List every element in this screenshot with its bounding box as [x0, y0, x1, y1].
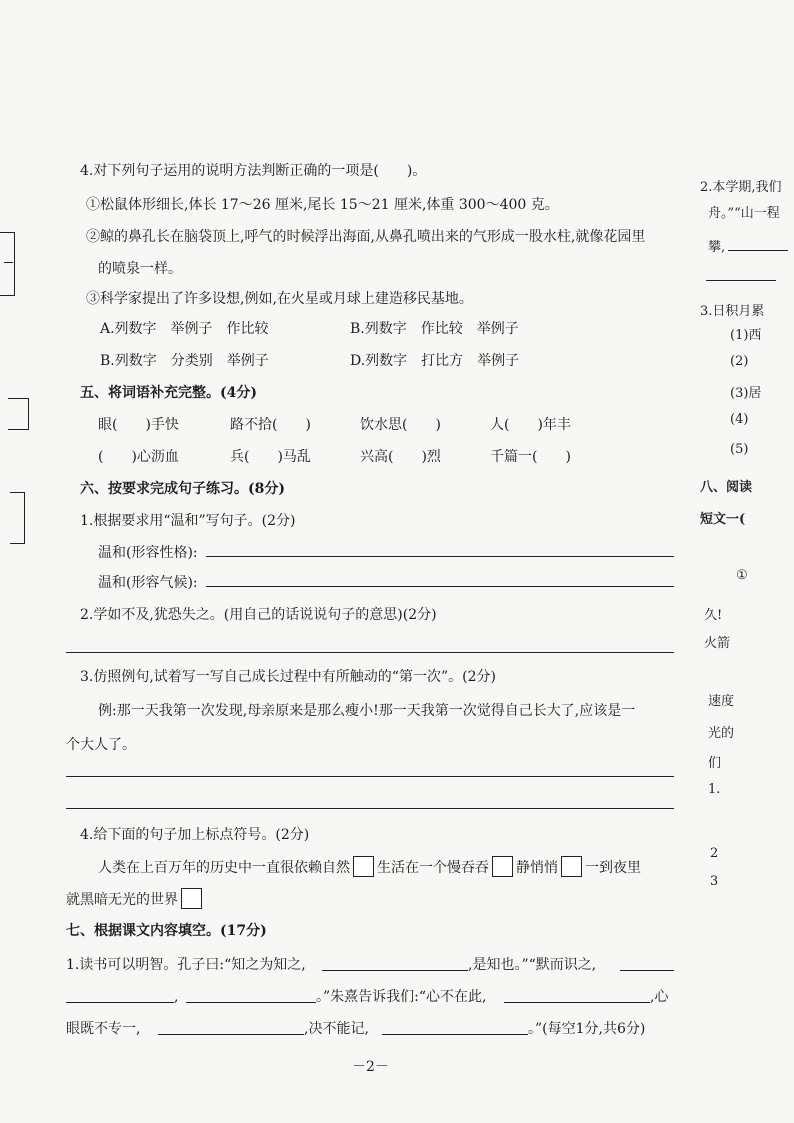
fill-blank[interactable] [158, 1034, 304, 1035]
answer-line[interactable] [66, 808, 674, 809]
sec6-q1-label-a: 温和(形容性格): [98, 545, 198, 561]
q4-text-part: 就黑暗无光的世界 [66, 892, 178, 908]
fragment-text: (2) [730, 354, 749, 369]
fragment-text: 1. [708, 782, 721, 797]
q4-option-d[interactable]: D.列数字 打比方 举例子 [350, 353, 520, 369]
section-6-title: 六、按要求完成句子练习。(8分) [80, 481, 285, 497]
answer-line[interactable] [206, 586, 674, 587]
sec7-line-2c: ,心 [650, 989, 669, 1005]
punctuation-box[interactable] [181, 888, 202, 909]
fragment-text: 们 [708, 756, 722, 771]
fragment-text: 2.本学期,我们 [700, 180, 782, 195]
fragment-text: 火箭 [704, 636, 731, 651]
fragment-text: (3)居 [730, 386, 762, 401]
q4-text-part: 静悄悄 [516, 860, 558, 876]
idiom-item[interactable]: ( )心沥血 [98, 449, 179, 465]
sec7-line-3c: 。”(每空1分,共6分) [528, 1021, 646, 1037]
fragment-line [706, 280, 776, 281]
sec6-q3-example-2: 个大人了。 [66, 737, 136, 753]
fragment-text: 2 [710, 846, 719, 861]
fragment-text: 舟。”“山一程 [708, 206, 780, 221]
sec7-line-2b: 。”朱熹告诉我们:“心不在此, [316, 989, 487, 1005]
idiom-item[interactable]: 人( )年丰 [490, 417, 571, 433]
idiom-item[interactable]: 兴高( )烈 [360, 449, 441, 465]
fill-blank[interactable] [66, 1002, 174, 1003]
q4-text-part: 人类在上百万年的历史中一直很依赖自然 [98, 860, 350, 876]
sec6-q1-label-b: 温和(形容气候): [98, 575, 198, 591]
fragment-text: (1)西 [730, 328, 762, 343]
q4-sentence-1: ①松鼠体形细长,体长 17～26 厘米,尾长 15～21 厘米,体重 300～400 克。 [86, 197, 559, 213]
idiom-item[interactable]: 兵( )马乱 [230, 449, 311, 465]
sec6-q3: 3.仿照例句,试着写一写自己成长过程中有所触动的“第一次”。(2分) [80, 669, 496, 685]
section-7-title: 七、根据课文内容填空。(17分) [66, 923, 267, 939]
fill-blank[interactable] [504, 1002, 650, 1003]
answer-line[interactable] [206, 556, 674, 557]
q4-option-a[interactable]: A.列数字 举例子 作比较 [100, 321, 269, 337]
sec7-line-3a: 眼既不专一, [66, 1021, 141, 1037]
sec7-line-1b: ,是知也。”“默而识之, [468, 957, 597, 973]
q4-option-c[interactable]: B.列数字 分类别 举例子 [100, 353, 269, 369]
fragment-line [728, 250, 788, 251]
sec6-q4-sentence-line-2 [66, 888, 205, 909]
fragment-text: 3.日积月累 [700, 304, 765, 319]
idiom-item[interactable]: 饮水思( ) [360, 417, 441, 433]
fragment-text: 攀, [708, 240, 726, 255]
fragment-text: (5) [730, 442, 749, 457]
fragment-text: (4) [730, 412, 749, 427]
answer-line[interactable] [66, 652, 674, 653]
fill-blank[interactable] [322, 970, 468, 971]
fill-blank[interactable] [620, 970, 674, 971]
adjacent-page-fragment [700, 0, 794, 1123]
sec7-line-1a: 1.读书可以明智。孔子曰:“知之为知之, [66, 957, 306, 973]
punctuation-box[interactable] [561, 856, 582, 877]
q4-option-b[interactable]: B.列数字 作比较 举例子 [350, 321, 519, 337]
q4-text-part: 一到夜里 [585, 860, 641, 876]
q4-sentence-2a: ②鲸的鼻孔长在脑袋顶上,呼气的时候浮出海面,从鼻孔喷出来的气形成一股水柱,就像花园里 [86, 229, 646, 245]
q4-sentence-3: ③科学家提出了许多设想,例如,在火星或月球上建造移民基地。 [86, 291, 473, 307]
page-number: －2－ [352, 1059, 389, 1075]
fragment-text: 短文一( [700, 512, 746, 527]
sec7-line-2a: , [174, 989, 179, 1005]
idiom-item[interactable]: 千篇一( ) [490, 449, 571, 465]
fragment-text: 3 [710, 874, 719, 889]
idiom-item[interactable]: 眼( )手快 [98, 417, 179, 433]
q4-sentence-2b: 的喷泉一样。 [98, 261, 182, 277]
q4-stem: 4.对下列句子运用的说明方法判断正确的一项是( )。 [80, 163, 427, 179]
sec6-q4-sentence-line-1 [98, 856, 641, 877]
idiom-item[interactable]: 路不拾( ) [230, 417, 311, 433]
fragment-text: 八、阅读 [700, 480, 753, 495]
fill-blank[interactable] [186, 1002, 316, 1003]
sec6-q1: 1.根据要求用“温和”写句子。(2分) [80, 513, 296, 529]
fragment-text: 久! [704, 608, 723, 623]
sec6-q4: 4.给下面的句子加上标点符号。(2分) [80, 827, 310, 843]
binding-mark-2 [4, 262, 13, 263]
fragment-text: 速度 [708, 694, 735, 709]
binding-mark-4 [10, 492, 25, 544]
q4-text-part: 生活在一个慢吞吞 [377, 860, 489, 876]
answer-line[interactable] [66, 776, 674, 777]
fragment-text: 光的 [708, 726, 735, 741]
sec7-line-3b: ,决不能记, [304, 1021, 369, 1037]
fragment-text: ① [736, 568, 748, 583]
binding-mark-1 [0, 232, 15, 296]
binding-mark-3 [8, 398, 29, 430]
sec6-q2: 2.学如不及,犹恐失之。(用自己的话说说句子的意思)(2分) [80, 607, 437, 623]
section-5-title: 五、将词语补充完整。(4分) [80, 385, 257, 401]
punctuation-box[interactable] [353, 856, 374, 877]
fill-blank[interactable] [382, 1034, 528, 1035]
punctuation-box[interactable] [492, 856, 513, 877]
sec6-q3-example-1: 例:那一天我第一次发现,母亲原来是那么瘦小!那一天我第一次觉得自己长大了,应该是一 [98, 703, 636, 719]
